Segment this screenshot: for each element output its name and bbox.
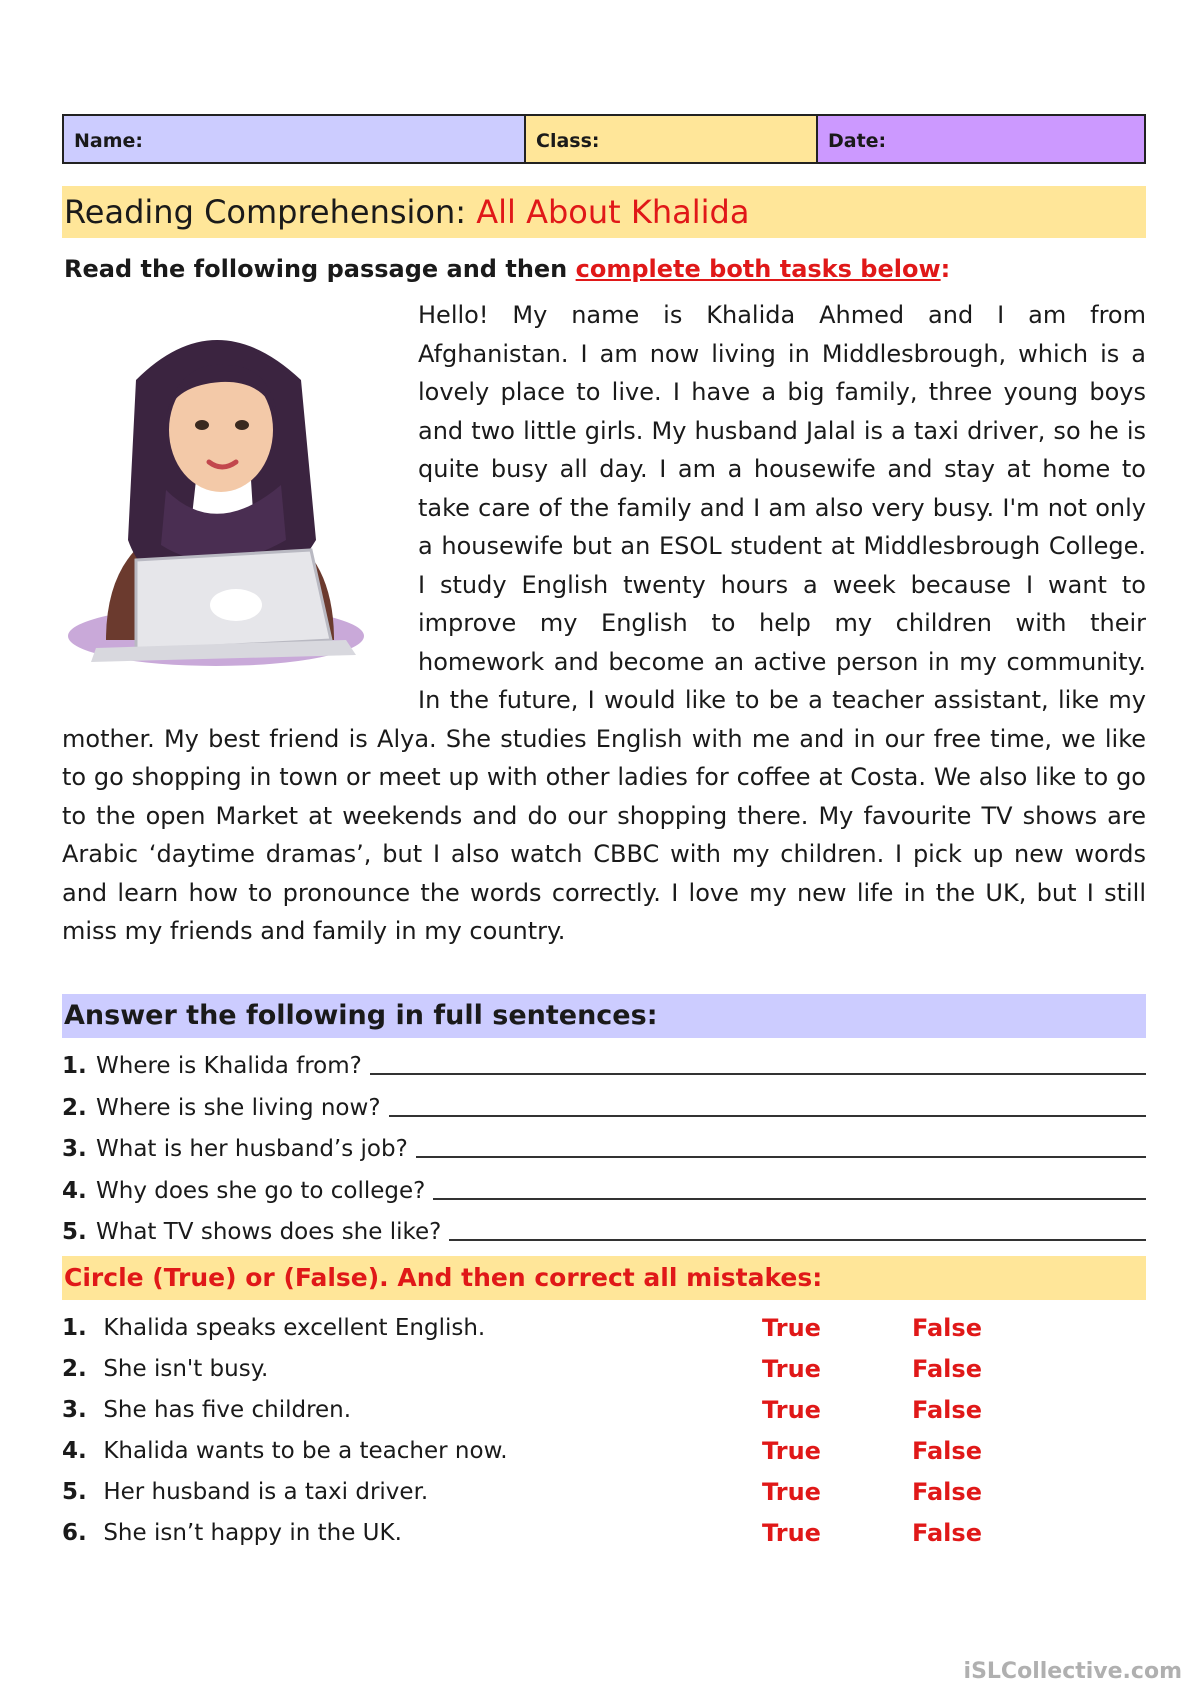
worksheet-title (62, 186, 1146, 238)
instruction-prefix: Read the following passage and then (64, 255, 576, 283)
instruction (62, 252, 1146, 286)
passage-text: Hello! My name is Khalida Ahmed and I am from Afghanistan. I am now living in Middlesbrough, which is a lovely place to live. I have a big family, three young boys and two little girls. My husband Jalal is a taxi driver, so he is quite busy all day. I am a housewife and stay at home to take care of the family and I am also very busy. I'm not only a housewife but an ESOL student at Middlesbrough College. I study English twenty hours a week because I want to improve my English to help my children with their homework and become an active person in my community. In the future, I would like to be a teacher assistant, like my mother. My best friend is Alya. She studies English with me and in our free time, we like to go shopping in town or meet up with other ladies for coffee at Costa. We also like to go to the open Market at weekends and do our shopping there. My favourite TV shows are Arabic ‘daytime dramas’, but I also watch CBBC with my children. I pick up new words and learn how to pronounce the words correctly. I love my new life in the UK, but I still miss my friends and family in my country. (62, 301, 1146, 945)
answer-line[interactable] (389, 1088, 1146, 1117)
question-number: 3. (62, 1136, 87, 1162)
answer-line[interactable] (416, 1129, 1146, 1158)
truefalse-row (62, 1349, 1146, 1390)
false-option[interactable]: False (912, 1396, 982, 1424)
reading-passage (62, 296, 1146, 951)
truefalse-row (62, 1308, 1146, 1349)
statement-text: Khalida wants to be a teacher now. (103, 1438, 508, 1464)
statement-number: 4. (62, 1438, 87, 1464)
instruction-colon: : (940, 255, 951, 283)
false-option[interactable]: False (912, 1314, 982, 1342)
true-option[interactable]: True (762, 1437, 821, 1465)
student-info-header (62, 114, 1146, 164)
statement-number: 2. (62, 1356, 87, 1382)
truefalse-section-title: Circle (True) or (False). And then correct all mistakes: (62, 1256, 1146, 1300)
question-row (62, 1212, 1146, 1254)
truefalse-row (62, 1390, 1146, 1431)
site-watermark: iSLCollective.com (963, 1659, 1182, 1684)
date-field[interactable]: Date: (818, 116, 1144, 162)
question-text: Where is she living now? (96, 1094, 381, 1121)
truefalse-row (62, 1472, 1146, 1513)
statement-number: 5. (62, 1479, 87, 1505)
question-number: 2. (62, 1094, 87, 1121)
question-number: 5. (62, 1219, 87, 1245)
true-option[interactable]: True (762, 1519, 821, 1547)
false-option[interactable]: False (912, 1519, 982, 1547)
question-text: Where is Khalida from? (96, 1053, 362, 1079)
statement-number: 6. (62, 1520, 87, 1546)
question-number: 4. (62, 1177, 87, 1204)
statement-text: Her husband is a taxi driver. (103, 1479, 429, 1505)
title-accent: All About Khalida (476, 193, 750, 231)
answer-line[interactable] (449, 1212, 1146, 1241)
class-field[interactable]: Class: (526, 116, 818, 162)
answer-line[interactable] (370, 1046, 1146, 1075)
statement-number: 3. (62, 1397, 87, 1423)
question-row (62, 1088, 1146, 1130)
true-option[interactable]: True (762, 1396, 821, 1424)
question-text: What is her husband’s job? (96, 1136, 408, 1162)
statement-number: 1. (62, 1315, 87, 1341)
answer-line[interactable] (433, 1171, 1146, 1200)
statement-text: She has five children. (103, 1397, 352, 1423)
question-row (62, 1046, 1146, 1088)
statement-text: She isn’t happy in the UK. (103, 1520, 402, 1546)
true-option[interactable]: True (762, 1478, 821, 1506)
true-option[interactable]: True (762, 1355, 821, 1383)
false-option[interactable]: False (912, 1355, 982, 1383)
statement-text: Khalida speaks excellent English. (103, 1315, 486, 1341)
question-row (62, 1171, 1146, 1213)
question-text: Why does she go to college? (96, 1177, 426, 1204)
false-option[interactable]: False (912, 1437, 982, 1465)
statement-text: She isn't busy. (103, 1356, 269, 1382)
truefalse-row (62, 1431, 1146, 1472)
title-prefix: Reading Comprehension: (64, 193, 477, 231)
true-option[interactable]: True (762, 1314, 821, 1342)
truefalse-list (62, 1308, 1146, 1554)
questions-list (62, 1046, 1146, 1254)
truefalse-row (62, 1513, 1146, 1554)
instruction-link: complete both tasks below (575, 255, 941, 283)
question-number: 1. (62, 1053, 87, 1079)
question-text: What TV shows does she like? (96, 1219, 442, 1245)
false-option[interactable]: False (912, 1478, 982, 1506)
name-field[interactable]: Name: (64, 116, 526, 162)
question-row (62, 1129, 1146, 1171)
questions-section-title: Answer the following in full sentences: (62, 994, 1146, 1038)
passage-image-spacer (62, 296, 418, 700)
